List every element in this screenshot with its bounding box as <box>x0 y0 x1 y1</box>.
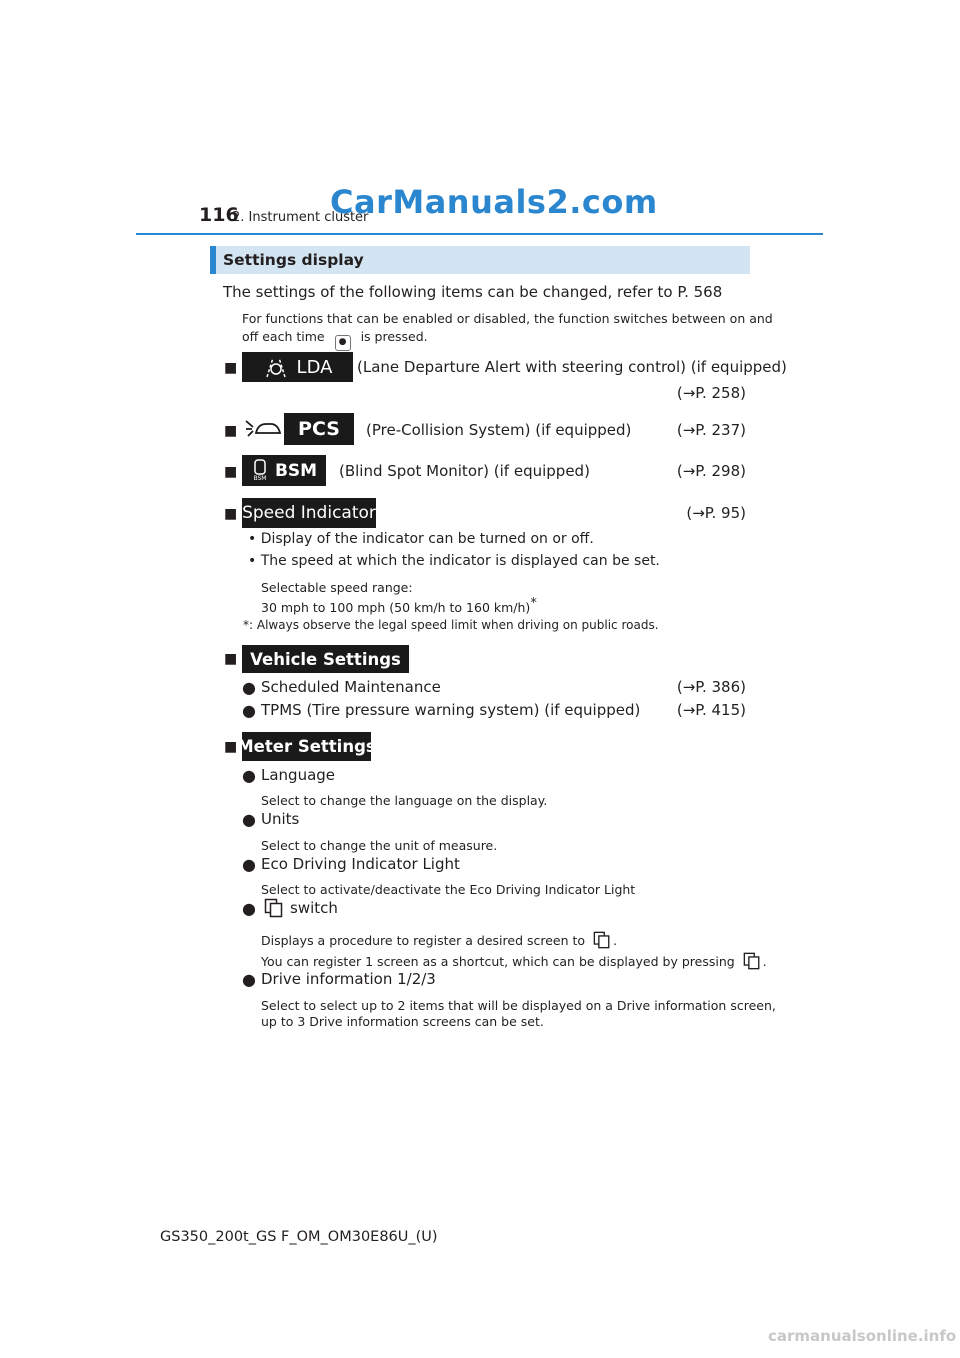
round-bullet: ● <box>242 766 256 785</box>
drive-info-label: Drive information 1/2/3 <box>261 970 436 988</box>
square-bullet: ■ <box>224 360 238 376</box>
units-label: Units <box>261 810 300 828</box>
switch-desc-2a: You can register 1 screen as a shortcut, which can be displayed by pressing <box>261 954 735 969</box>
section-title: Settings display <box>223 251 364 269</box>
lda-badge-label: LDA <box>296 356 333 378</box>
square-bullet: ■ <box>224 423 238 439</box>
drive-info-desc-1: Select to select up to 2 items that will be displayed on a Drive information screen, <box>261 998 776 1013</box>
units-desc: Select to change the unit of measure. <box>261 838 498 853</box>
square-bullet: ■ <box>224 464 238 480</box>
eco-label: Eco Driving Indicator Light <box>261 855 460 873</box>
footnote-mark: *: <box>243 618 254 632</box>
round-bullet: ● <box>242 899 256 918</box>
screen-switch-icon <box>743 952 761 970</box>
round-bullet: ● <box>242 810 256 829</box>
bsm-badge-label: BSM <box>274 460 318 481</box>
round-bullet: ● <box>242 701 256 720</box>
lda-ref: (→P. 258) <box>676 384 746 402</box>
pcs-ref: (→P. 237) <box>676 421 746 439</box>
switch-desc-1 <box>261 931 617 949</box>
eco-desc: Select to activate/deactivate the Eco Driving Indicator Light <box>261 882 636 897</box>
switch-desc-2b: . <box>762 954 767 969</box>
tpms-ref: (→P. 415) <box>676 701 746 719</box>
round-bullet: ● <box>242 855 256 874</box>
speed-footnote <box>243 618 659 632</box>
pcs-badge-label: PCS <box>298 418 340 440</box>
language-desc: Select to change the language on the display. <box>261 793 548 808</box>
speed-asterisk: * <box>530 596 537 611</box>
switch-desc-2 <box>261 952 767 970</box>
speed-ref: (→P. 95) <box>686 504 746 522</box>
lda-steering-icon <box>263 355 289 379</box>
square-bullet: ■ <box>224 739 238 755</box>
round-bullet: ● <box>242 678 256 697</box>
screen-switch-icon <box>593 931 611 949</box>
bsm-badge <box>242 455 326 486</box>
scheduled-maintenance-ref: (→P. 386) <box>676 678 746 696</box>
document-code: GS350_200t_GS F_OM_OM30E86U_(U) <box>160 1229 438 1245</box>
speed-bullet-1: • Display of the indicator can be turned on or off. <box>248 531 594 547</box>
watermark-top: CarManuals2.com <box>330 183 658 221</box>
bsm-car-icon <box>251 459 269 482</box>
square-bullet: ■ <box>224 651 238 667</box>
footnote-text: Always observe the legal speed limit when driving on public roads. <box>256 618 659 632</box>
lda-badge <box>242 352 353 382</box>
speed-bullet-2: • The speed at which the indicator is displayed can be set. <box>248 553 660 569</box>
drive-info-desc-2: up to 3 Drive information screens can be set. <box>261 1014 544 1029</box>
note-line-2b: is pressed. <box>360 329 428 344</box>
speed-range-label: Selectable speed range: <box>261 580 413 595</box>
bsm-sub-label: BSM <box>253 475 267 482</box>
header-rule <box>136 233 823 235</box>
page-number: 116 <box>199 204 239 226</box>
switch-desc-1a: Displays a procedure to register a desired screen to <box>261 933 586 948</box>
pcs-text: (Pre-Collision System) (if equipped) <box>366 421 632 439</box>
tpms: TPMS (Tire pressure warning system) (if equipped) <box>261 701 641 719</box>
speed-range-value: 30 mph to 100 mph (50 km/h to 160 km/h) <box>261 600 531 616</box>
vehicle-settings-badge: Vehicle Settings <box>242 645 409 673</box>
meter-settings-badge: Meter Settings <box>242 732 371 761</box>
language-label: Language <box>261 766 336 784</box>
speed-indicator-badge: Speed Indicator <box>242 498 376 528</box>
pcs-car-icon <box>242 413 284 445</box>
round-bullet: ● <box>242 970 256 989</box>
bsm-text: (Blind Spot Monitor) (if equipped) <box>339 462 590 480</box>
section-header <box>210 246 750 274</box>
section-accent <box>210 246 216 274</box>
speed-range <box>261 596 537 615</box>
note-line-2 <box>242 329 428 351</box>
note-line-2a: off each time <box>242 329 325 344</box>
switch-desc-1b: . <box>613 933 618 948</box>
chapter-title: 2. Instrument cluster <box>232 210 369 225</box>
bsm-ref: (→P. 298) <box>676 462 746 480</box>
screen-switch-icon <box>264 898 284 922</box>
intro-text: The settings of the following items can be changed, refer to P. 568 <box>223 283 723 301</box>
square-bullet: ■ <box>224 506 238 522</box>
watermark-bottom: carmanualsonline.info <box>768 1327 957 1345</box>
lda-text: (Lane Departure Alert with steering control) (if equipped) <box>357 358 787 376</box>
dial-button-icon: ● <box>335 335 351 351</box>
switch-label: switch <box>290 899 338 917</box>
scheduled-maintenance: Scheduled Maintenance <box>261 678 441 696</box>
note-line-1: For functions that can be enabled or disabled, the function switches between on and <box>242 311 773 326</box>
pcs-badge <box>242 413 354 445</box>
